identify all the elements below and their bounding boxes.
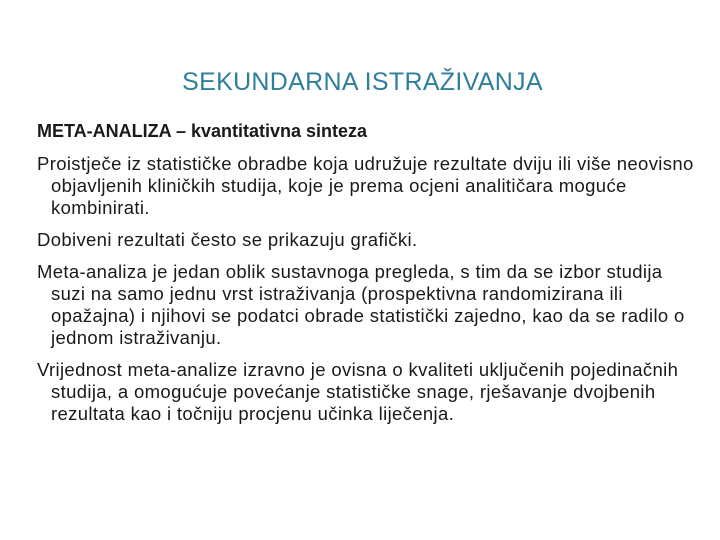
subheading: META-ANALIZA – kvantitativna sinteza [37, 121, 368, 141]
paragraph-definition: Meta-analiza je jedan oblik sustavnoga pregleda, s tim da se izbor studija suzi na samo jednu vrst istraživanja (prospektivna randomizirana ili opažajna) i njihovi se podatci obrade statistički zajedno, kao da se radilo o jednom istraživanju. [37, 261, 685, 348]
paragraph-value: Vrijednost meta-analize izravno je ovisna o kvaliteti uključenih pojedinačnih studija, a omogućuje povećanje statističke snage, rješavanje dvojbenih rezultata kao i točniju procjenu učinka liječenja. [37, 359, 679, 424]
slide-content [37, 120, 697, 435]
slide-title: SEKUNDARNA ISTRAŽIVANJA [182, 68, 543, 96]
paragraph-origin: Proistječe iz statističke obradbe koja udružuje rezultate dviju ili više neovisno objavljenih kliničkih studija, koje je prema ocjeni analitičara moguće kombinirati. [37, 153, 694, 218]
paragraph-results: Dobiveni rezultati često se prikazuju grafički. [37, 229, 418, 250]
